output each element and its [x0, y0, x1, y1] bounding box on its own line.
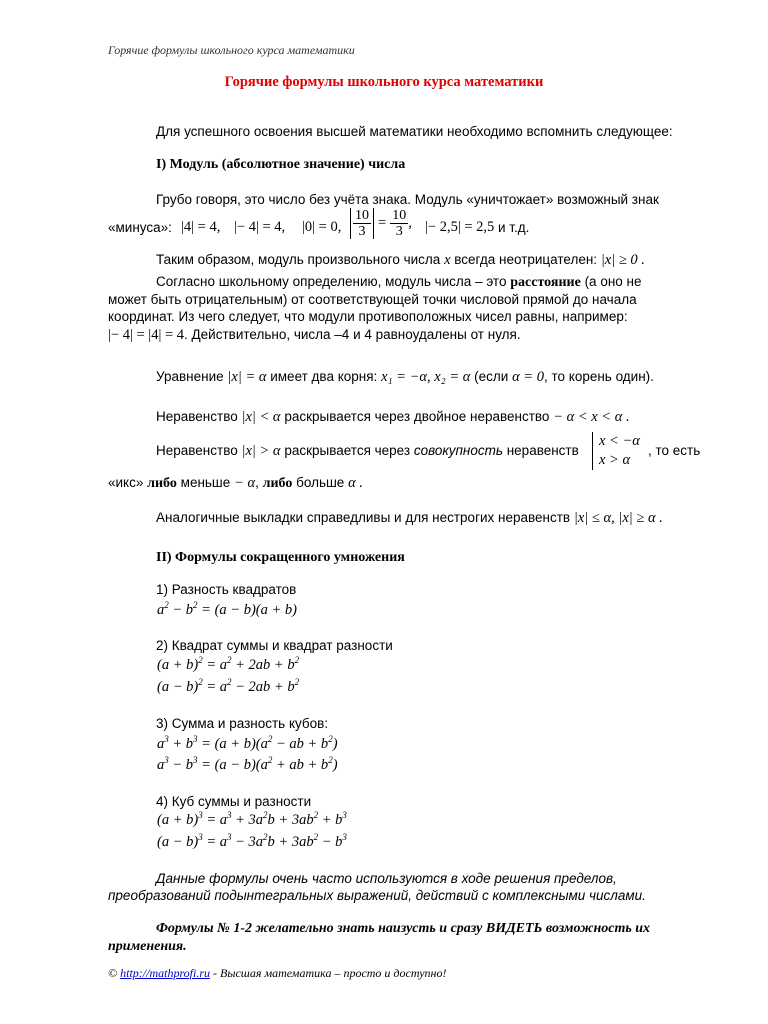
eq-mid: имеет два корня: — [270, 369, 378, 384]
ineq1-start: Неравенство — [156, 409, 238, 424]
ineq2-line2-h: α . — [348, 475, 363, 491]
system-line1: x < −α — [599, 433, 640, 449]
p3-line1-start: Согласно школьному определению, модуль числа – это — [156, 274, 507, 289]
formula3-title: 3) Сумма и разность кубов: — [156, 716, 329, 731]
frac1-den: 3 — [358, 224, 366, 239]
ineq2-start: Неравенство — [156, 443, 238, 458]
p2-formula: |x| ≥ 0 . — [600, 252, 645, 268]
example-abs-minus-4: |− 4| = 4, — [234, 219, 286, 235]
eq-note-end: , то корень один). — [543, 369, 654, 384]
section1-heading: I) Модуль (абсолютное значение) числа — [156, 157, 406, 172]
intro-text: Для успешного освоения высшей математики необходимо вспомнить следующее: — [156, 124, 673, 139]
analog-formula: |x| ≤ α, |x| ≥ α . — [573, 510, 663, 526]
formula2-title: 2) Квадрат суммы и квадрат разности — [156, 638, 393, 653]
note-line2: преобразований подынтегральных выражений, действий с комплексными числами. — [108, 888, 646, 903]
eq-start: Уравнение — [156, 369, 224, 384]
formula1-title: 1) Разность квадратов — [156, 582, 297, 597]
note-line1: Данные формулы очень часто используются в ходе решения пределов, — [156, 871, 617, 886]
emphasis-line1: Формулы № 1-2 желательно знать наизусть и сразу ВИДЕТЬ возможность их — [156, 921, 651, 936]
copyright-symbol: © — [108, 966, 118, 980]
emphasis-line2: применения. — [108, 939, 187, 954]
ineq2-line2-d: − α — [234, 475, 256, 491]
p3-line4-formula: |− 4| = |4| = 4 — [108, 327, 185, 343]
ineq2-mid2: неравенств — [506, 443, 579, 458]
p1-line2-start: «минуса»: — [108, 220, 172, 235]
eq-note-start: (если — [474, 369, 509, 384]
inequality-system — [592, 432, 640, 470]
frac1-num: 10 — [355, 208, 369, 223]
p3-line1-end: (а оно не — [584, 274, 642, 289]
p2-start: Таким образом, модуль произвольного числа — [156, 252, 441, 267]
ineq2-line2-a: «икс» — [108, 475, 144, 490]
formula4b: $(a - b)^3 = a^3 - 3a^2b + 3ab^2 - b^3$ — [157, 832, 347, 850]
eq-note-formula: α = 0 — [512, 369, 544, 385]
p2-var: x — [444, 252, 451, 268]
formula4a: $(a + b)^3 = a^3 + 3a^2b + 3ab^2 + b^3$ — [157, 810, 347, 828]
ineq2-line2-c: меньше — [180, 475, 231, 490]
frac-eq-sign: = — [378, 215, 387, 232]
etc-text: и т.д. — [498, 220, 530, 235]
frac2-num: 10 — [392, 208, 407, 223]
formula2a: $(a + b)^2 = a^2 + 2ab + b^2$ — [157, 655, 300, 673]
footer-link[interactable]: http://mathprofi.ru — [120, 966, 211, 980]
p3-line3: координат. Из чего следует, что модули противоположных чисел равны, например: — [108, 309, 628, 324]
ineq1-result: − α < x < α . — [553, 409, 630, 425]
page-title: Горячие формулы школьного курса математики — [224, 74, 544, 90]
system-line2: x > α — [599, 452, 631, 468]
ineq2-line2-e: , — [255, 475, 259, 490]
ineq2-mid1: раскрывается через — [284, 443, 411, 458]
p3-line4-text: . Действительно, числа –4 и 4 равноудалены от нуля. — [184, 327, 521, 342]
ineq2-end: , то есть — [648, 443, 701, 458]
eq-formula: |x| = α — [227, 369, 267, 385]
formula2b: $(a - b)^2 = a^2 - 2ab + b^2$ — [157, 677, 300, 695]
ineq2-line2-g: больше — [296, 475, 345, 490]
ineq1-mid: раскрывается через двойное неравенство — [284, 409, 550, 424]
p2-mid: всегда неотрицателен: — [454, 252, 598, 267]
p1-line1: Грубо говоря, это число без учёта знака. Модуль «уничтожает» возможный знак — [156, 192, 659, 207]
example-abs-2-5: |− 2,5| = 2,5 — [425, 219, 495, 235]
analog-text: Аналогичные выкладки справедливы и для нестрогих неравенств — [156, 510, 571, 525]
ineq2-italic: совокупность — [413, 443, 503, 458]
footer — [108, 966, 446, 981]
footer-tail: - Высшая математика – просто и доступно! — [213, 966, 447, 980]
ineq2-line2-b: либо — [147, 476, 177, 491]
formula3b: $a^3 - b^3 = (a - b)(a^2$ + ab + $b^2$) — [157, 755, 338, 773]
formula3a: $a^3 + b^3 = (a + b)(a^2$ − ab + $b^2$) — [157, 734, 338, 752]
example-abs-0: |0| = 0, — [302, 219, 342, 235]
ineq2-line2-f: либо — [262, 476, 293, 491]
example-abs-4: |4| = 4, — [181, 219, 221, 235]
p3-bold: расстояние — [510, 275, 581, 290]
eq-roots: x₁ = −α, x₂ = α — [381, 369, 471, 385]
frac2-den: 3 — [395, 224, 403, 239]
section2-heading: II) Формулы сокращенного умножения — [156, 550, 405, 565]
ineq2-formula: |x| > α — [241, 443, 281, 459]
ineq1-formula: |x| < α — [241, 409, 281, 425]
p3-line2: может быть отрицательным) от соответствующей точки числовой прямой до начала — [108, 292, 637, 307]
formula1: $a^2 - b^2 = (a - b)(a + b)$ — [157, 600, 297, 618]
example-abs-fraction: $\frac{10}{3}$ = $\frac{10}{3}$ , — [350, 208, 412, 239]
running-header: Горячие формулы школьного курса математики — [108, 43, 355, 57]
formula4-title: 4) Куб суммы и разности — [156, 794, 312, 809]
